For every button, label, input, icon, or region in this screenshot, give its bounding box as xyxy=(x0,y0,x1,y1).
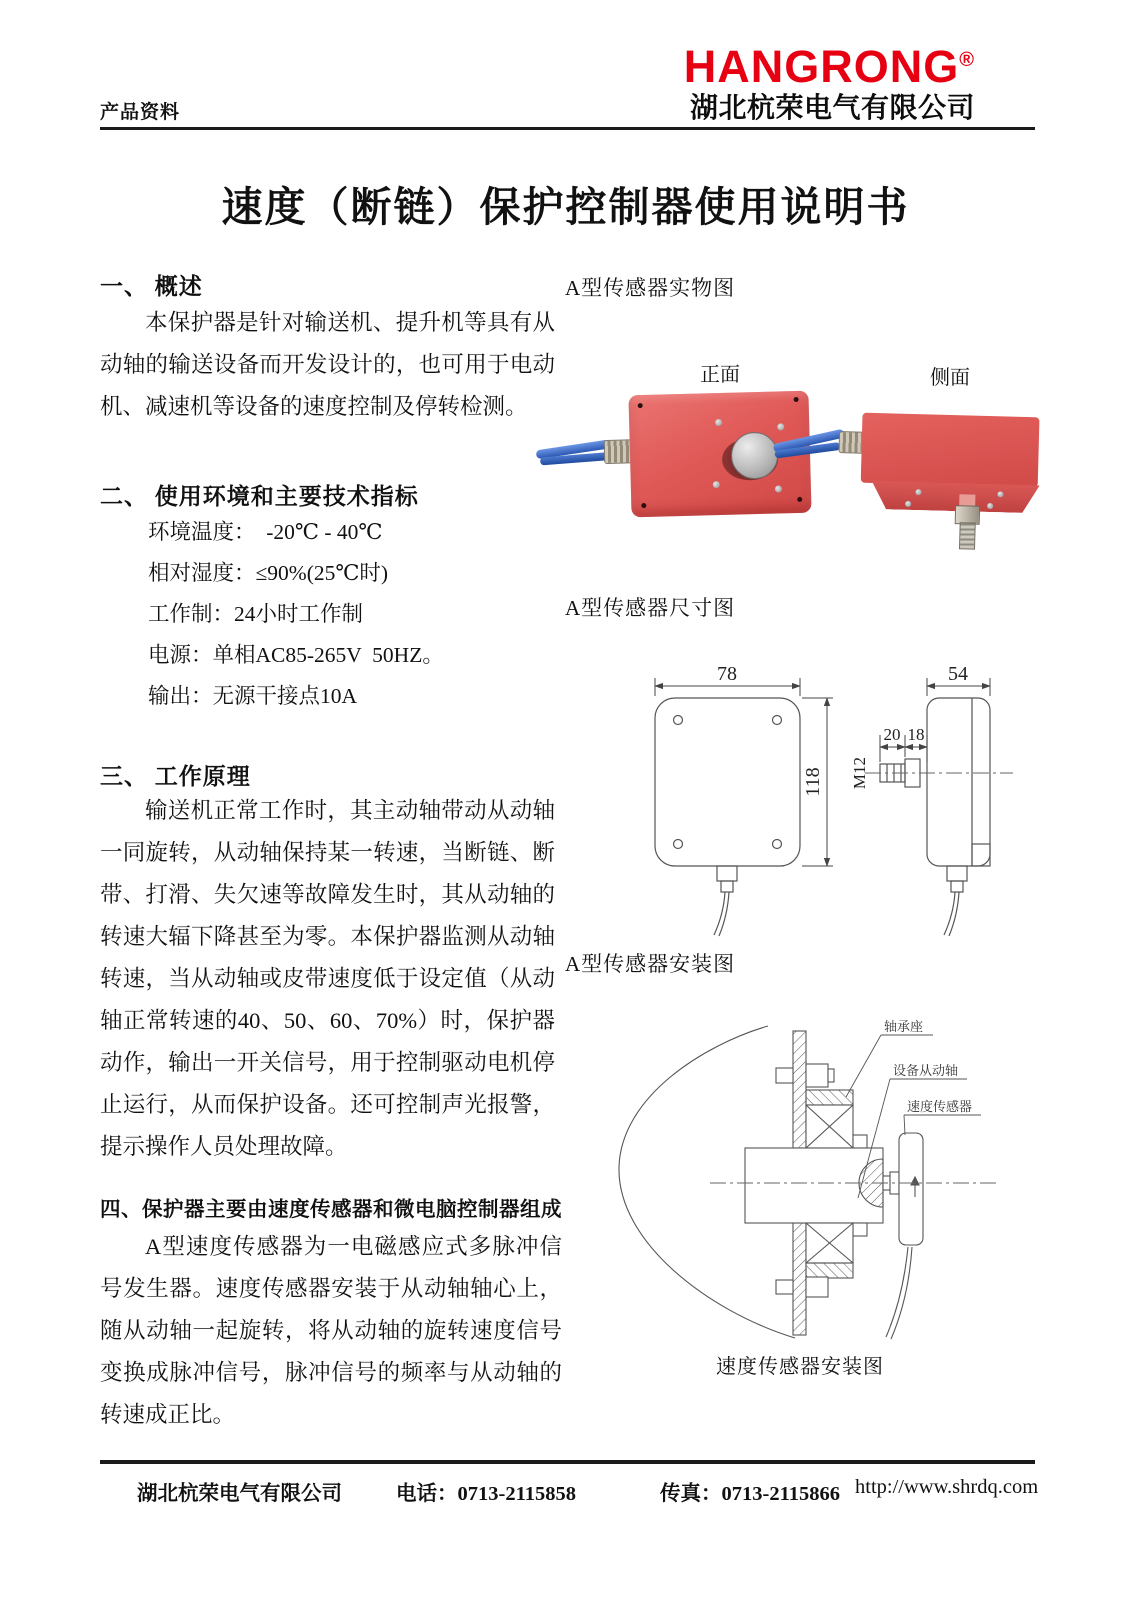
spec-temperature: 环境温度： -20℃ - 40℃ xyxy=(148,520,383,544)
brand-name: HANGRONG xyxy=(683,41,960,92)
section4-body: A型速度传感器为一电磁感应式多脉冲信号发生器。速度传感器安装于从动轴轴心上，随从动轴一起旋转，将从动轴的旋转速度信号变换成脉冲信号，脉冲信号的频率与从动轴的转速成正比。 xyxy=(100,1234,562,1427)
install-sub-caption: 速度传感器安装图 xyxy=(716,1356,884,1378)
speed-sensor-outline xyxy=(899,1133,923,1245)
dim-front-body xyxy=(655,698,800,866)
stud-thread xyxy=(959,522,976,549)
section3-body: 输送机正常工作时，其主动轴带动从动轴一同旋转，从动轴保持某一转速，当断链、断带、打滑、失欠速等故障发生时，其从动轴的转速大辐下降甚至为零。本保护器监测从动轴转速，当从动轴或皮带速度低于设定值（从动轴正常转速的40、50、60、70%）时，保护器动作，输出一开关信号，用于控制驱动电机停止运行，从而保护设备。还可控制声光报警，提示操作人员处理故障。 xyxy=(100,798,555,1159)
photo-front-label: 正面 xyxy=(700,364,740,386)
photo-side-label: 侧面 xyxy=(930,367,970,389)
dim-118: 118 xyxy=(802,767,824,797)
footer-phone xyxy=(396,1476,576,1506)
company-name-header: 湖北杭荣电气有限公司 xyxy=(689,92,975,123)
section2-heading: 二、 使用环境和主要技术指标 xyxy=(100,484,419,509)
corner-hole xyxy=(797,497,802,502)
label-driven-shaft: 设备从动轴 xyxy=(893,1063,959,1078)
section1-body: 本保护器是针对输送机、提升机等具有从动轴的输送设备而开发设计的，也可用于电动机、减速机等设备的速度控制及停转检测。 xyxy=(100,310,555,419)
install-figure-caption: A型传感器安装图 xyxy=(565,952,736,976)
footer-fax-label: 传真： xyxy=(660,1483,722,1505)
sensor-photo-side xyxy=(856,396,1045,551)
footer-company: 湖北杭荣电气有限公司 xyxy=(137,1483,342,1505)
dims-figure-caption: A型传感器尺寸图 xyxy=(565,596,736,620)
footer-divider xyxy=(100,1460,1035,1464)
section3-heading: 三、 工作原理 xyxy=(100,764,251,789)
corner-hole xyxy=(794,397,799,402)
dim-m12: M12 xyxy=(850,756,869,790)
footer-fax-number: 0713-2115866 xyxy=(721,1483,840,1505)
spec-humidity: 相对湿度：≤90%(25℃时) xyxy=(148,561,389,585)
dim-side-body xyxy=(927,698,990,866)
dim-18: 18 xyxy=(907,725,925,744)
spec-list xyxy=(148,512,444,717)
dim-54: 54 xyxy=(948,663,968,685)
spec-output: 输出：无源干接点10A xyxy=(148,684,358,708)
section4-heading: 四、保护器主要由速度传感器和微电脑控制器组成 xyxy=(100,1199,562,1221)
header-brand-block xyxy=(684,36,975,125)
brand-logo xyxy=(684,36,975,91)
section1-heading: 一、 概述 xyxy=(100,274,203,299)
dim-78: 78 xyxy=(717,663,737,685)
footer-phone-label: 电话： xyxy=(396,1483,458,1505)
label-bearing-seat: 轴承座 xyxy=(884,1019,924,1034)
dimension-drawing xyxy=(565,640,1035,940)
footer-fax xyxy=(660,1476,840,1506)
spec-duty: 工作制：24小时工作制 xyxy=(148,602,364,626)
registered-mark: ® xyxy=(959,49,975,71)
spec-power: 电源：单相AC85-265V 50HZ。 xyxy=(148,643,444,667)
dim-20: 20 xyxy=(883,725,901,744)
photo-figure-caption: A型传感器实物图 xyxy=(565,276,736,300)
footer-website: http://www.shrdq.com xyxy=(855,1476,1039,1498)
label-speed-sensor: 速度传感器 xyxy=(907,1099,973,1114)
doc-type-label: 产品资料 xyxy=(100,102,181,123)
sensor-side-front-face xyxy=(861,413,1040,488)
installation-drawing xyxy=(555,985,1035,1350)
corner-hole xyxy=(641,503,646,508)
footer-phone-number: 0713-2115858 xyxy=(457,1483,576,1505)
page-title: 速度（断链）保护控制器使用说明书 xyxy=(221,184,910,230)
header-divider xyxy=(100,127,1035,130)
